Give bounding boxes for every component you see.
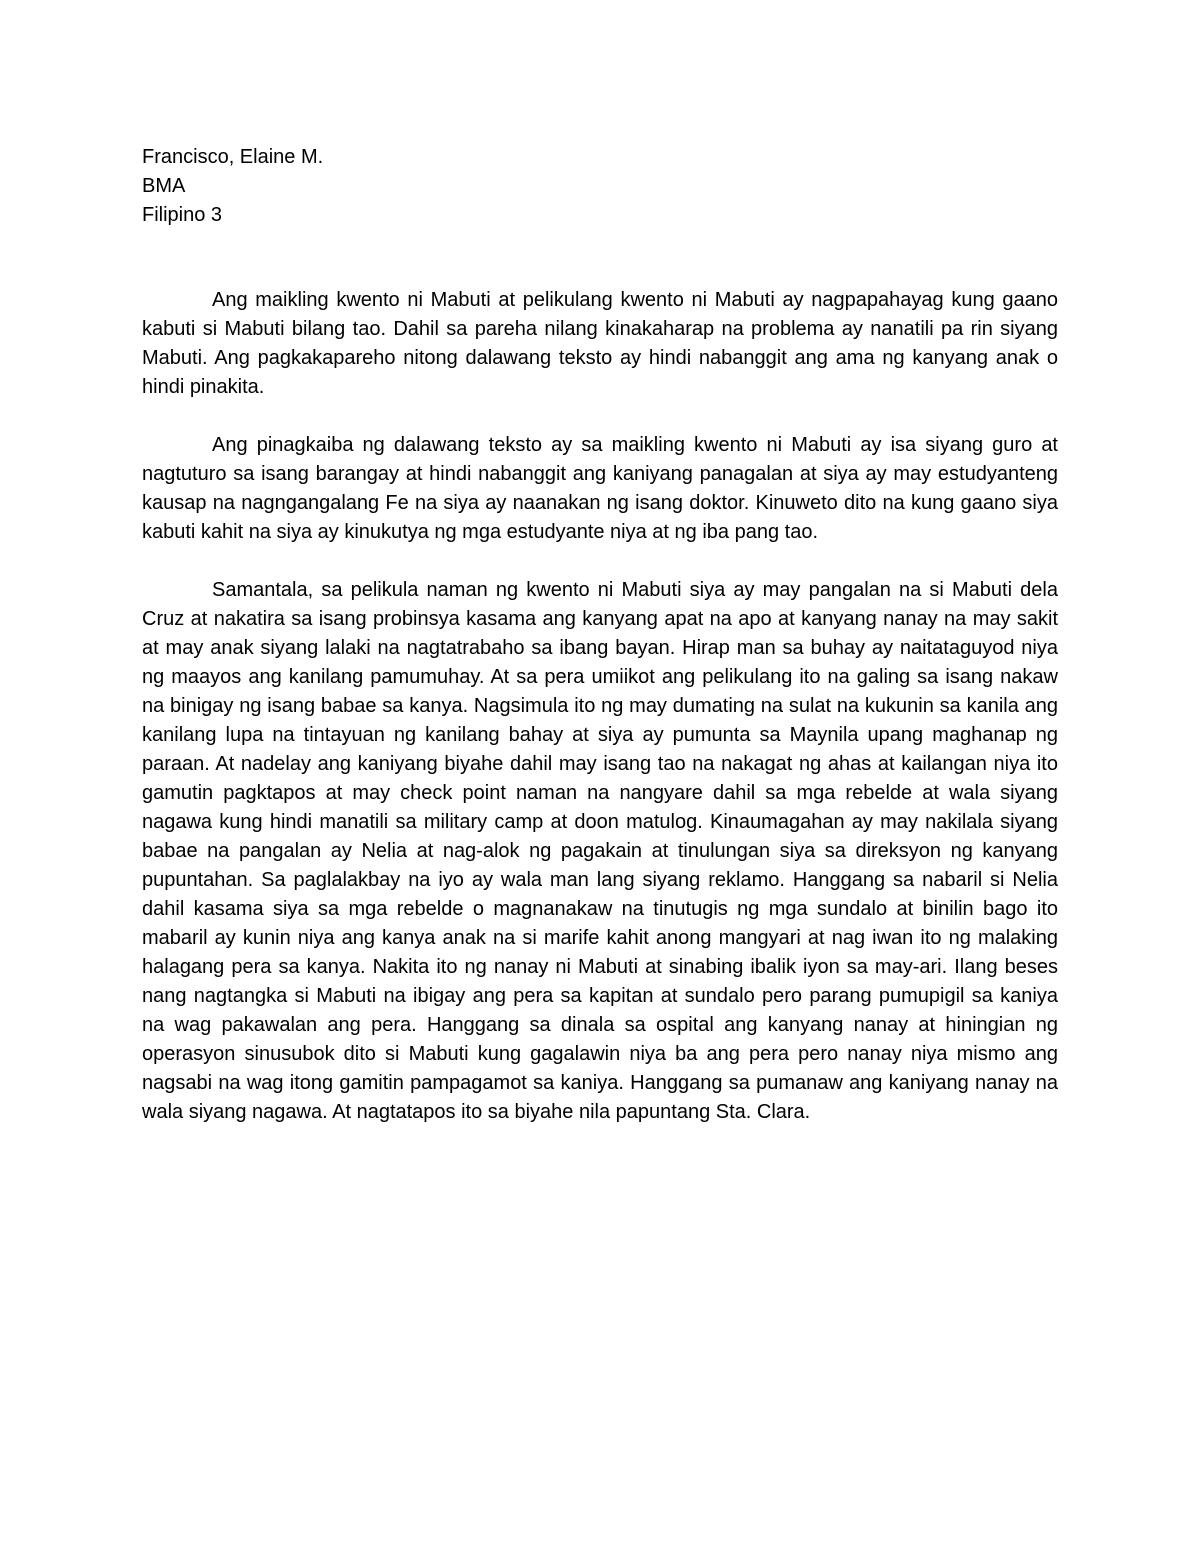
document-header xyxy=(142,143,1042,230)
paragraph-3: Samantala, sa pelikula naman ng kwento ni Mabuti siya ay may pangalan na si Mabuti dela Cruz at nakatira sa isang probinsya kasama ang kanyang apat na apo at kanyang nanay na may sakit at may anak siyang lalaki na nagtatrabaho sa ibang bayan. Hirap man sa buhay ay naitataguyod niya ng maayos ang kanilang pamumuhay. At sa pera umiikot ang pelikulang ito na galing sa isang nakaw na binigay ng isang babae sa kanya. Nagsimula ito ng may dumating na sulat na kukunin sa kanila ang kanilang lupa na tintayuan ng kanilang bahay at siya ay pumunta sa Maynila upang maghanap ng paraan. At nadelay ang kaniyang biyahe dahil may isang tao na nakagat ng ahas at kailangan niya ito gamutin pagktapos at may check point naman na nangyare dahil sa mga rebelde at wala siyang nagawa kung hindi manatili sa military camp at doon matulog. Kinaumagahan ay may nakilala siyang babae na pangalan ay Nelia at nag-alok ng pagakain at tinulungan siya sa direksyon ng kanyang pupuntahan. Sa paglalakbay na iyo ay wala man lang siyang reklamo. Hanggang sa nabaril si Nelia dahil kasama siya sa mga rebelde o magnanakaw na tinutugis ng mga sundalo at binilin bago ito mabaril ay kunin niya ang kanya anak na si marife kahit anong mangyari at nag iwan ito ng malaking halagang pera sa kanya. Nakita ito ng nanay ni Mabuti at sinabing ibalik iyon sa may-ari. Ilang beses nang nagtangka si Mabuti na ibigay ang pera sa kapitan at sundalo pero parang pumupigil sa kaniya na wag pakawalan ang pera. Hanggang sa dinala sa ospital ang kanyang nanay at hiningian ng operasyon sinusubok dito si Mabuti kung gagalawin niya ba ang pera pero nanay niya mismo ang nagsabi na wag itong gamitin pampagamot sa kaniya. Hanggang sa pumanaw ang kaniyang nanay na wala siyang nagawa. At nagtatapos ito sa biyahe nila papuntang Sta. Clara. xyxy=(142,579,1058,1123)
document-body xyxy=(142,286,1058,1127)
section-label: BMA xyxy=(142,175,186,197)
paragraph-2: Ang pinagkaiba ng dalawang teksto ay sa maikling kwento ni Mabuti ay isa siyang guro at nagtuturo sa isang barangay at hindi nabanggit ang kaniyang panagalan at siya ay may estudyanteng kausap na nagngangalang Fe na siya ay naanakan ng isang doktor. Kinuweto dito na kung gaano siya kabuti kahit na siya ay kinukutya ng mga estudyante niya at ng iba pang tao. xyxy=(142,434,1058,543)
subject-label: Filipino 3 xyxy=(142,204,223,226)
paragraph-1: Ang maikling kwento ni Mabuti at pelikulang kwento ni Mabuti ay nagpapahayag kung gaano kabuti si Mabuti bilang tao. Dahil sa pareha nilang kinakaharap na problema ay nanatili pa rin siyang Mabuti. Ang pagkakapareho nitong dalawang teksto ay hindi nabanggit ang ama ng kanyang anak o hindi pinakita. xyxy=(142,289,1058,398)
author-name: Francisco, Elaine M. xyxy=(142,146,324,168)
